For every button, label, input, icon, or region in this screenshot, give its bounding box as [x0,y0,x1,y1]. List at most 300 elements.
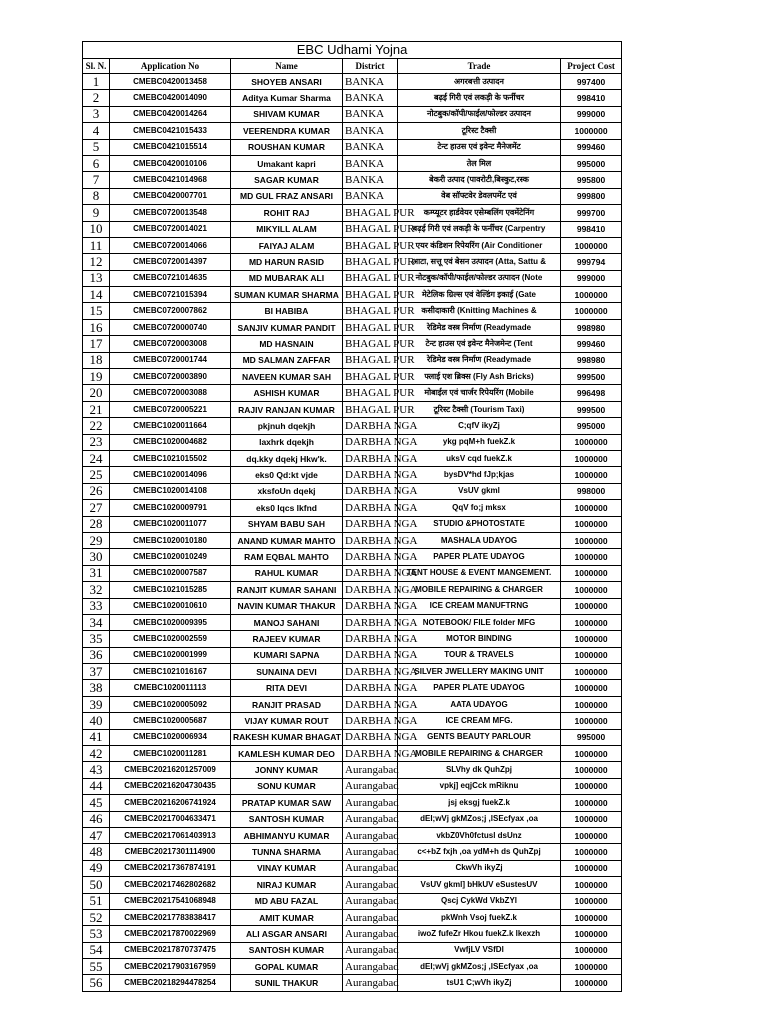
cell-name: ROUSHAN KUMAR [231,139,343,155]
cell-sl: 56 [83,975,110,991]
cell-district: DARBHA NGA [343,729,398,745]
table-row [83,385,622,401]
cell-project-cost: 1000000 [561,860,622,876]
spreadsheet-sheet [82,41,621,992]
cell-district: BHAGAL PUR [343,303,398,319]
cell-name: NAVEEN KUMAR SAH [231,369,343,385]
cell-application-no: CMEBC1020010610 [110,598,231,614]
cell-district: DARBHA NGA [343,631,398,647]
cell-sl: 17 [83,336,110,352]
cell-project-cost: 1000000 [561,614,622,630]
cell-district: DARBHA NGA [343,565,398,581]
cell-district: Aurangabad [343,959,398,975]
cell-trade: vpkj] eqjCck mRiknu [398,778,561,794]
cell-sl: 48 [83,844,110,860]
cell-trade: बढ़ई गिरी एवं लकड़ी के फर्नीचर [398,90,561,106]
cell-district: DARBHA NGA [343,483,398,499]
table-row [83,172,622,188]
cell-sl: 45 [83,795,110,811]
table-row [83,123,622,139]
cell-name: MIKYILL ALAM [231,221,343,237]
cell-district: Aurangabad [343,811,398,827]
cell-trade: VwfjLV VSfDl [398,942,561,958]
cell-name: BI HABIBA [231,303,343,319]
cell-trade: C;qfV ikyZj [398,418,561,434]
cell-application-no: CMEBC0721015394 [110,287,231,303]
table-row [83,926,622,942]
cell-project-cost: 1000000 [561,680,622,696]
cell-name: SANJIV KUMAR PANDIT [231,319,343,335]
cell-district: DARBHA NGA [343,647,398,663]
cell-application-no: CMEBC1020011281 [110,746,231,762]
table-row [83,205,622,221]
table-row [83,287,622,303]
cell-application-no: CMEBC0720000740 [110,319,231,335]
table-row [83,827,622,843]
cell-district: BANKA [343,139,398,155]
cell-sl: 11 [83,237,110,253]
cell-sl: 23 [83,434,110,450]
cell-project-cost: 1000000 [561,713,622,729]
table-row [83,877,622,893]
cell-project-cost: 1000000 [561,827,622,843]
header-application-no: Application No [110,59,231,74]
cell-sl: 47 [83,827,110,843]
cell-name: MANOJ SAHANI [231,614,343,630]
cell-application-no: CMEBC1020011664 [110,418,231,434]
cell-trade: GENTS BEAUTY PARLOUR [398,729,561,745]
cell-project-cost: 998000 [561,483,622,499]
cell-trade: SILVER JWELLERY MAKING UNIT [398,664,561,680]
cell-name: SANTOSH KUMAR [231,942,343,958]
sheet-title: EBC Udhami Yojna [83,42,622,59]
cell-name: TUNNA SHARMA [231,844,343,860]
cell-trade: टूरिस्ट टैक्सी (Tourism Taxi) [398,401,561,417]
cell-trade: टेन्ट हाउस एवं इवेन्ट मैनेजमेन्ट (Tent [398,336,561,352]
cell-sl: 6 [83,155,110,171]
cell-name: SUNIL THAKUR [231,975,343,991]
cell-project-cost: 1000000 [561,975,622,991]
cell-district: Aurangabad [343,844,398,860]
table-row [83,893,622,909]
cell-district: DARBHA NGA [343,614,398,630]
cell-application-no: CMEBC1020002559 [110,631,231,647]
table-row [83,631,622,647]
cell-name: MD HARUN RASID [231,254,343,270]
cell-project-cost: 998410 [561,221,622,237]
cell-district: DARBHA NGA [343,450,398,466]
table-row [83,598,622,614]
cell-sl: 12 [83,254,110,270]
cell-trade: ICE CREAM MFG. [398,713,561,729]
cell-project-cost: 999460 [561,336,622,352]
cell-project-cost: 999700 [561,205,622,221]
cell-application-no: CMEBC20217870022969 [110,926,231,942]
cell-district: Aurangabad [343,778,398,794]
cell-trade: Qscj CykWd VkbZYl [398,893,561,909]
cell-name: VINAY KUMAR [231,860,343,876]
table-row [83,155,622,171]
cell-sl: 26 [83,483,110,499]
cell-name: RANJIT KUMAR SAHANI [231,582,343,598]
cell-project-cost: 999800 [561,188,622,204]
cell-project-cost: 1000000 [561,696,622,712]
cell-name: SHOYEB ANSARI [231,74,343,90]
cell-project-cost: 1000000 [561,450,622,466]
cell-application-no: CMEBC1020009791 [110,500,231,516]
cell-name: RAHUL KUMAR [231,565,343,581]
cell-project-cost: 1000000 [561,434,622,450]
cell-trade: MOBILE REPAIRING & CHARGER [398,582,561,598]
table-row [83,614,622,630]
cell-trade: आटा, सत्तू एवं बेसन उत्पादन (Atta, Sattu & [398,254,561,270]
cell-application-no: CMEBC0720007862 [110,303,231,319]
cell-sl: 46 [83,811,110,827]
cell-district: DARBHA NGA [343,598,398,614]
cell-name: SANTOSH KUMAR [231,811,343,827]
cell-application-no: CMEBC1020005687 [110,713,231,729]
table-row [83,844,622,860]
cell-application-no: CMEBC1020007587 [110,565,231,581]
cell-district: BHAGAL PUR [343,254,398,270]
cell-name: laxhrk dqekjh [231,434,343,450]
cell-project-cost: 1000000 [561,532,622,548]
cell-trade: वेब सॉफ्टवेर डेवलपमेंट एवं [398,188,561,204]
cell-application-no: CMEBC20217367874191 [110,860,231,876]
cell-district: Aurangabad [343,942,398,958]
cell-sl: 49 [83,860,110,876]
table-row [83,434,622,450]
cell-trade: iwoZ fufeZr Hkou fuekZ.k lkexzh [398,926,561,942]
cell-trade: ICE CREAM MANUFTRNG [398,598,561,614]
cell-district: BHAGAL PUR [343,237,398,253]
cell-name: SHIVAM KUMAR [231,106,343,122]
cell-sl: 27 [83,500,110,516]
cell-trade: STUDIO &PHOTOSTATE [398,516,561,532]
cell-sl: 41 [83,729,110,745]
cell-sl: 9 [83,205,110,221]
cell-trade: dEI;wVj gkMZos;j ,lSEcfyax ,oa [398,811,561,827]
table-row [83,532,622,548]
cell-sl: 42 [83,746,110,762]
cell-application-no: CMEBC0720003890 [110,369,231,385]
cell-name: ASHISH KUMAR [231,385,343,401]
header-sl: Sl. N. [83,59,110,74]
cell-district: Aurangabad [343,827,398,843]
cell-sl: 19 [83,369,110,385]
cell-trade: बेकरी उत्पाद (पावरोटी,बिस्कुट,रस्क [398,172,561,188]
table-row [83,90,622,106]
header-trade: Trade [398,59,561,74]
cell-trade: QqV fo;j mksx [398,500,561,516]
cell-district: BHAGAL PUR [343,270,398,286]
cell-project-cost: 1000000 [561,631,622,647]
table-row [83,696,622,712]
cell-sl: 8 [83,188,110,204]
cell-sl: 39 [83,696,110,712]
cell-name: SONU KUMAR [231,778,343,794]
cell-project-cost: 995800 [561,172,622,188]
cell-district: Aurangabad [343,926,398,942]
table-row [83,975,622,991]
cell-name: JONNY KUMAR [231,762,343,778]
cell-district: BANKA [343,106,398,122]
cell-application-no: CMEBC20216206741924 [110,795,231,811]
cell-name: ALI ASGAR ANSARI [231,926,343,942]
cell-sl: 2 [83,90,110,106]
cell-name: FAIYAJ ALAM [231,237,343,253]
cell-project-cost: 1000000 [561,959,622,975]
cell-application-no: CMEBC1020006934 [110,729,231,745]
table-row [83,336,622,352]
cell-sl: 16 [83,319,110,335]
cell-district: BANKA [343,155,398,171]
cell-project-cost: 1000000 [561,467,622,483]
cell-application-no: CMEBC0720003088 [110,385,231,401]
cell-application-no: CMEBC0420007701 [110,188,231,204]
cell-district: BHAGAL PUR [343,221,398,237]
cell-trade: TENT HOUSE & EVENT MANGEMENT. [398,565,561,581]
cell-application-no: CMEBC0720013548 [110,205,231,221]
cell-trade: रेडिमेड वस्त्र निर्माण (Readymade [398,352,561,368]
cell-sl: 34 [83,614,110,630]
cell-sl: 40 [83,713,110,729]
header-row [83,59,622,74]
cell-district: BHAGAL PUR [343,369,398,385]
cell-trade: बढ़ई गिरी एवं लकड़ी के फर्नीचर (Carpentry [398,221,561,237]
cell-name: KAMLESH KUMAR DEO [231,746,343,762]
table-row [83,778,622,794]
cell-trade: फ्लाई एश ब्रिक्स (Fly Ash Bricks) [398,369,561,385]
cell-trade: ykg pqM+h fuekZ.k [398,434,561,450]
table-row [83,811,622,827]
cell-trade: एयर कंडिशन रिपेयरिंग (Air Conditioner [398,237,561,253]
cell-application-no: CMEBC0421014968 [110,172,231,188]
cell-district: DARBHA NGA [343,516,398,532]
cell-application-no: CMEBC1020010249 [110,549,231,565]
cell-sl: 29 [83,532,110,548]
cell-application-no: CMEBC1020010180 [110,532,231,548]
cell-project-cost: 1000000 [561,893,622,909]
cell-application-no: CMEBC1020014096 [110,467,231,483]
cell-project-cost: 998410 [561,90,622,106]
cell-district: Aurangabad [343,975,398,991]
table-row [83,221,622,237]
cell-district: DARBHA NGA [343,549,398,565]
cell-project-cost: 1000000 [561,877,622,893]
cell-application-no: CMEBC0420013458 [110,74,231,90]
cell-district: Aurangabad [343,860,398,876]
cell-trade: TOUR & TRAVELS [398,647,561,663]
cell-name: MD GUL FRAZ ANSARI [231,188,343,204]
cell-application-no: CMEBC1020014108 [110,483,231,499]
table-row [83,942,622,958]
cell-district: BANKA [343,188,398,204]
table-row [83,795,622,811]
cell-application-no: CMEBC1020005092 [110,696,231,712]
cell-sl: 28 [83,516,110,532]
cell-trade: रेडिमेड वस्त्र निर्माण (Readymade [398,319,561,335]
cell-sl: 18 [83,352,110,368]
cell-trade: कसीदाकारी (Knitting Machines & [398,303,561,319]
cell-project-cost: 1000000 [561,811,622,827]
cell-district: Aurangabad [343,795,398,811]
table-row [83,418,622,434]
cell-name: xksfoUn dqekj [231,483,343,499]
table-row [83,549,622,565]
cell-district: DARBHA NGA [343,582,398,598]
cell-trade: मेटेलिक ग्रिल्स एवं वेल्डिंग इकाई (Gate [398,287,561,303]
cell-application-no: CMEBC1020011077 [110,516,231,532]
cell-sl: 32 [83,582,110,598]
cell-sl: 13 [83,270,110,286]
cell-name: ABHIMANYU KUMAR [231,827,343,843]
table-row [83,762,622,778]
cell-project-cost: 1000000 [561,565,622,581]
cell-name: eks0 lqcs lkfnd [231,500,343,516]
cell-project-cost: 1000000 [561,762,622,778]
title-row [83,42,622,59]
cell-application-no: CMEBC0420014264 [110,106,231,122]
cell-project-cost: 1000000 [561,598,622,614]
cell-sl: 30 [83,549,110,565]
cell-district: BHAGAL PUR [343,319,398,335]
cell-application-no: CMEBC20217462802682 [110,877,231,893]
cell-project-cost: 1000000 [561,778,622,794]
cell-application-no: CMEBC0720001744 [110,352,231,368]
table-row [83,237,622,253]
cell-project-cost: 999500 [561,369,622,385]
cell-application-no: CMEBC0720005221 [110,401,231,417]
cell-project-cost: 1000000 [561,795,622,811]
cell-sl: 43 [83,762,110,778]
cell-project-cost: 1000000 [561,303,622,319]
cell-sl: 22 [83,418,110,434]
cell-sl: 4 [83,123,110,139]
cell-district: DARBHA NGA [343,680,398,696]
cell-district: BHAGAL PUR [343,205,398,221]
cell-trade: PAPER PLATE UDAYOG [398,549,561,565]
table-row [83,729,622,745]
table-row [83,647,622,663]
cell-application-no: CMEBC20217541068948 [110,893,231,909]
cell-name: NIRAJ KUMAR [231,877,343,893]
cell-project-cost: 1000000 [561,746,622,762]
cell-name: MD HASNAIN [231,336,343,352]
cell-sl: 14 [83,287,110,303]
cell-district: DARBHA NGA [343,434,398,450]
cell-project-cost: 999000 [561,270,622,286]
cell-trade: dEI;wVj gkMZos;j ,lSEcfyax ,oa [398,959,561,975]
cell-project-cost: 995000 [561,155,622,171]
cell-project-cost: 1000000 [561,500,622,516]
cell-application-no: CMEBC0421015514 [110,139,231,155]
cell-name: AMIT KUMAR [231,909,343,925]
cell-name: ROHIT RAJ [231,205,343,221]
cell-name: GOPAL KUMAR [231,959,343,975]
cell-sl: 37 [83,664,110,680]
cell-project-cost: 998980 [561,319,622,335]
cell-trade: VsUV gkml] bHkUV eSustesUV [398,877,561,893]
cell-trade: टूरिस्ट टैक्सी [398,123,561,139]
cell-district: DARBHA NGA [343,418,398,434]
cell-name: VEERENDRA KUMAR [231,123,343,139]
cell-application-no: CMEBC20217301114900 [110,844,231,860]
table-row [83,909,622,925]
cell-name: MD MUBARAK ALI [231,270,343,286]
table-row [83,467,622,483]
cell-name: RITA DEVI [231,680,343,696]
cell-application-no: CMEBC0720003008 [110,336,231,352]
cell-sl: 54 [83,942,110,958]
cell-trade: PAPER PLATE UDAYOG [398,680,561,696]
table-row [83,139,622,155]
cell-sl: 25 [83,467,110,483]
cell-application-no: CMEBC20217870737475 [110,942,231,958]
cell-name: KUMARI SAPNA [231,647,343,663]
cell-application-no: CMEBC1021015502 [110,450,231,466]
cell-application-no: CMEBC1021015285 [110,582,231,598]
cell-name: Umakant kapri [231,155,343,171]
cell-project-cost: 999000 [561,106,622,122]
cell-name: pkjnuh dqekjh [231,418,343,434]
cell-application-no: CMEBC20217061403913 [110,827,231,843]
cell-name: RAJIV RANJAN KUMAR [231,401,343,417]
cell-name: SAGAR KUMAR [231,172,343,188]
cell-application-no: CMEBC20218294478254 [110,975,231,991]
cell-district: DARBHA NGA [343,500,398,516]
cell-application-no: CMEBC20216204730435 [110,778,231,794]
cell-sl: 52 [83,909,110,925]
cell-district: BANKA [343,74,398,90]
cell-sl: 21 [83,401,110,417]
cell-trade: मोबाईल एवं चार्जर रिपेयरिंग (Mobile [398,385,561,401]
cell-sl: 1 [83,74,110,90]
cell-sl: 24 [83,450,110,466]
cell-project-cost: 1000000 [561,909,622,925]
table-row [83,713,622,729]
cell-sl: 15 [83,303,110,319]
table-row [83,303,622,319]
cell-sl: 35 [83,631,110,647]
table-row [83,270,622,286]
cell-project-cost: 997400 [561,74,622,90]
cell-trade: bysDV*hd fJp;kjas [398,467,561,483]
header-district: District [343,59,398,74]
cell-name: SUNAINA DEVI [231,664,343,680]
cell-project-cost: 1000000 [561,549,622,565]
cell-district: DARBHA NGA [343,713,398,729]
cell-trade: SLVhy dk QuhZpj [398,762,561,778]
cell-trade: NOTEBOOK/ FILE folder MFG [398,614,561,630]
table-row [83,860,622,876]
cell-sl: 20 [83,385,110,401]
cell-sl: 50 [83,877,110,893]
cell-sl: 3 [83,106,110,122]
cell-sl: 51 [83,893,110,909]
cell-trade: VsUV gkml [398,483,561,499]
cell-trade: तेल मिल [398,155,561,171]
cell-name: RAM EQBAL MAHTO [231,549,343,565]
cell-name: MD SALMAN ZAFFAR [231,352,343,368]
cell-district: DARBHA NGA [343,532,398,548]
cell-sl: 53 [83,926,110,942]
cell-name: SUMAN KUMAR SHARMA [231,287,343,303]
cell-project-cost: 995000 [561,418,622,434]
cell-project-cost: 1000000 [561,926,622,942]
cell-trade: नोटबुक/कॉपी/फाईल/फोल्डर उत्पादन (Note [398,270,561,286]
cell-trade: pkWnh Vsoj fuekZ.k [398,909,561,925]
